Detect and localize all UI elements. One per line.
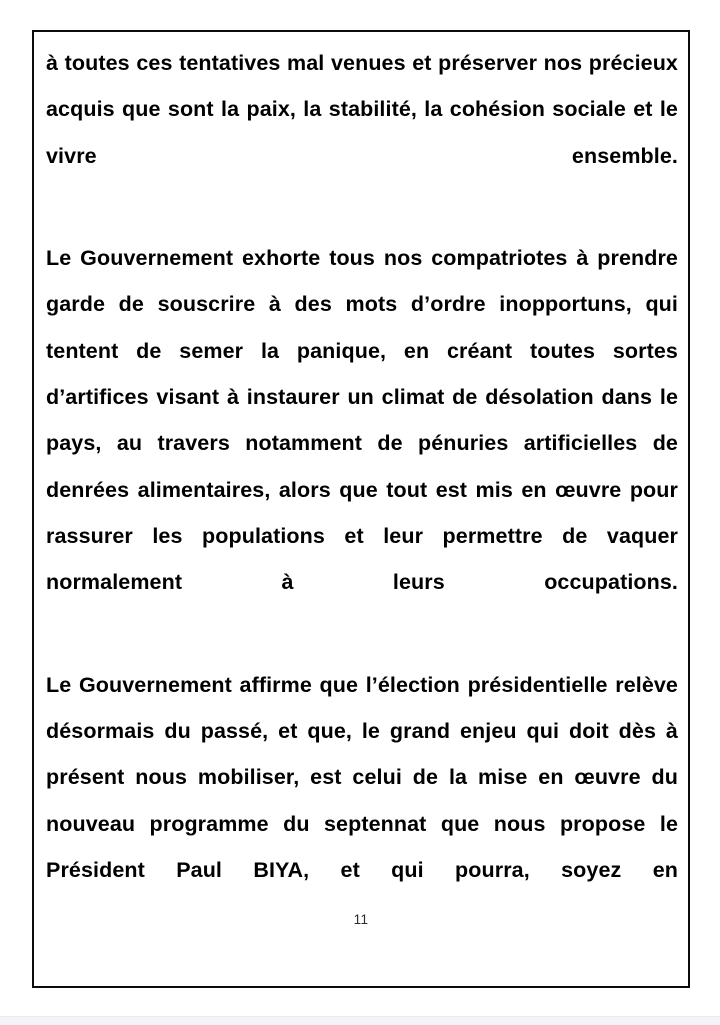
page-number: 11 — [353, 912, 369, 927]
paragraph-2: Le Gouvernement exhorte tous nos compatriotes à prendre garde de souscrire à des mots d’ordre inopportuns, qui tentent de semer la panique, en créant toutes sortes d’artifices visant à instaurer un climat de désolation dans le pays, au travers notamment de pénuries artificielles de denrées alimentaires, alors que tout est mis en œuvre pour rassurer les populations et leur permettre de vaquer normalement à leurs occupations. — [46, 246, 678, 595]
viewer-bottom-strip — [0, 1016, 720, 1025]
page-border-frame — [32, 30, 690, 988]
page-text-body — [44, 40, 680, 940]
paragraph-1: à toutes ces tentatives mal venues et préserver nos précieux acquis que sont la paix, la stabilité, la cohésion sociale et le vivre ensemble. — [46, 51, 678, 168]
paragraph-3: Le Gouvernement affirme que l’élection présidentielle relève désormais du passé, et que, le grand enjeu qui doit dès à présent nous mobiliser, est celui de la mise en œuvre du nouveau programme du septennat que nous propose le Président Paul BIYA, et qui pourra, soyez en — [46, 672, 678, 883]
